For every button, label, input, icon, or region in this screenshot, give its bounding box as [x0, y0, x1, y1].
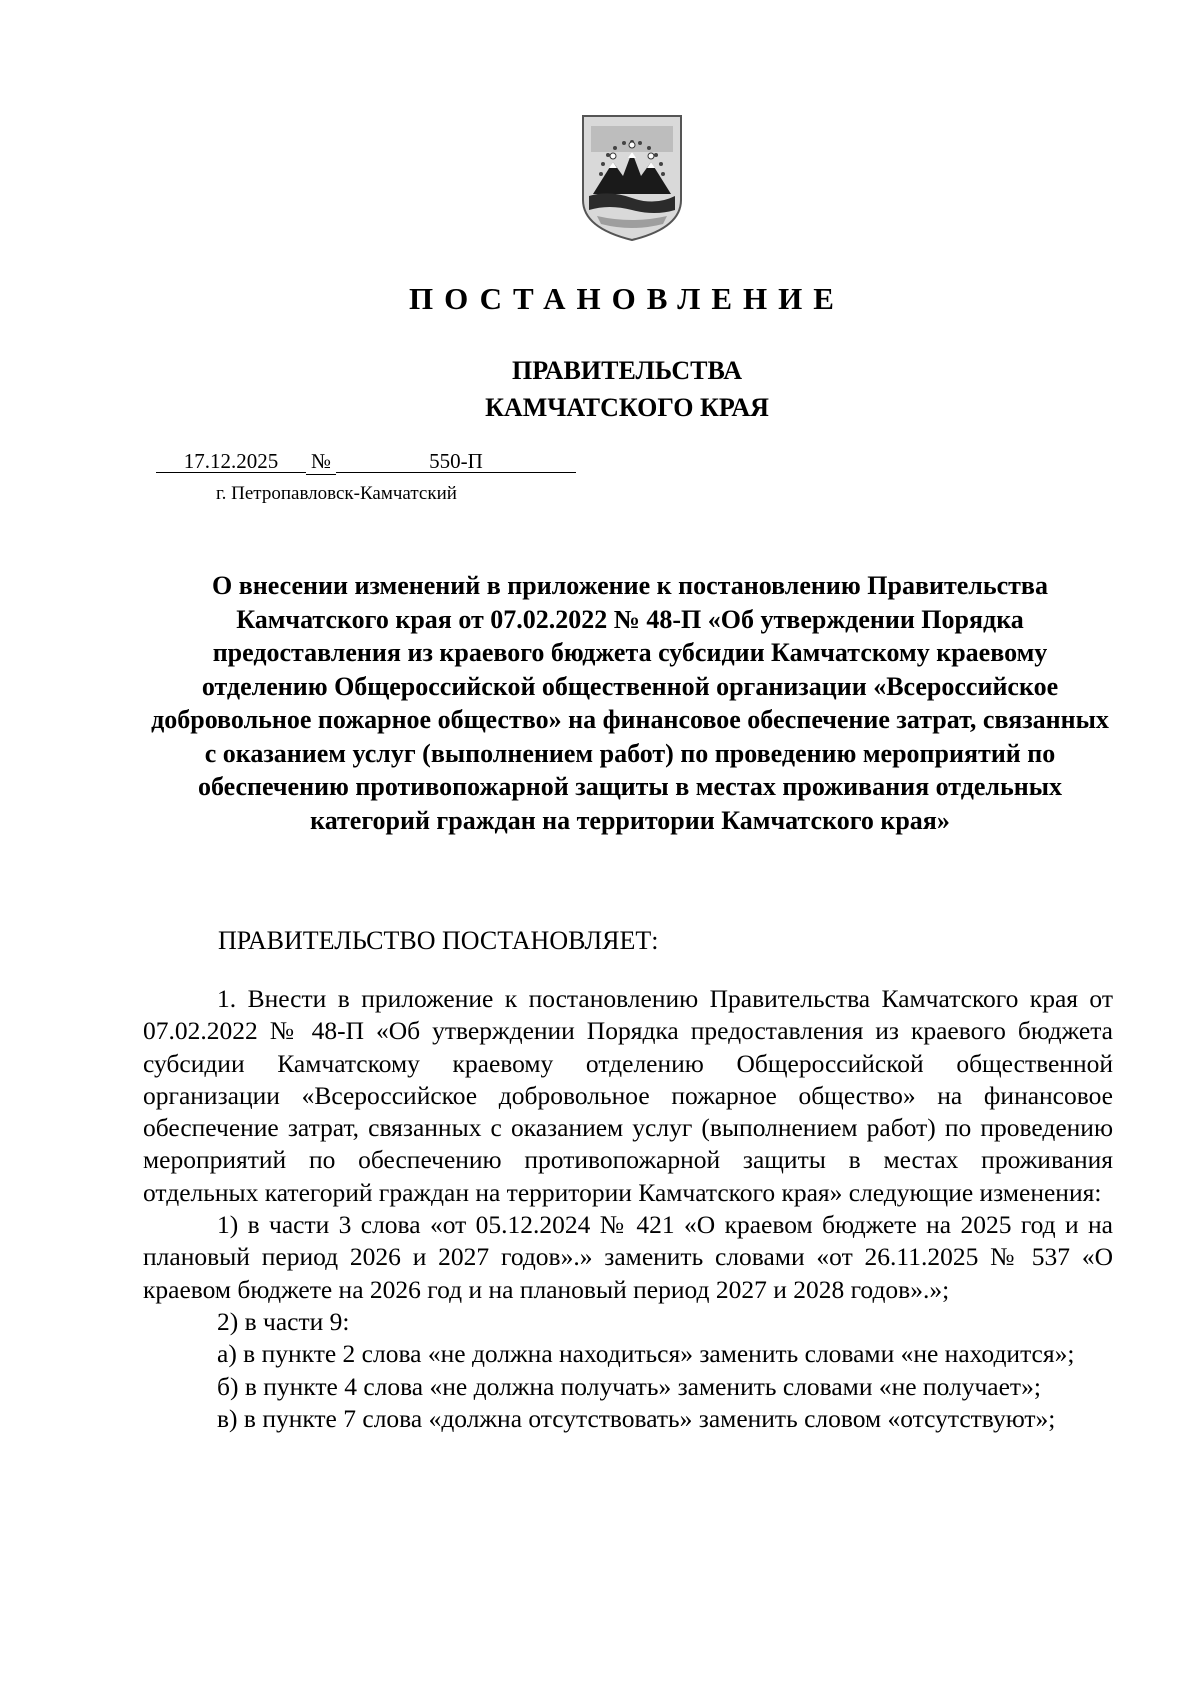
issuer-line-2: КАМЧАТСКОГО КРАЯ [485, 393, 769, 422]
paragraph-5: б) в пункте 4 слова «не должна получать» заменить словами «не получает»; [217, 1371, 1041, 1401]
document-body [143, 983, 1113, 1435]
paragraph-3: 2) в части 9: [217, 1306, 350, 1336]
date-number-line [156, 449, 576, 475]
paragraph-4: а) в пункте 2 слова «не должна находиться» заменить словами «не находится»; [217, 1339, 1075, 1369]
document-number: 550-П [336, 450, 576, 473]
document-title: О внесении изменений в приложение к постановлению Правительства Камчатского края от 07.02.2022 № 48-П «Об утверждении Порядка предоставления из краевого бюджета субсидии Камчатскому краевому отделению Общероссийской общественной организации «Всероссийское добровольное пожарное общество» на финансовое обеспечение затрат, связанных с оказанием услуг (выполнением работ) по проведению мероприятий по обеспечению противопожарной защиты в местах проживания отдельных категорий граждан на территории Камчатского края» [151, 571, 1109, 835]
document-date: 17.12.2025 [156, 450, 306, 473]
coat-of-arms-icon [579, 112, 685, 244]
issuer-heading [0, 352, 1200, 426]
document-type-heading: ПОСТАНОВЛЕНИЕ [409, 281, 845, 316]
issuer-line-1: ПРАВИТЕЛЬСТВА [512, 356, 742, 385]
paragraph-1: 1. Внести в приложение к постановлению Правительства Камчатского края от 07.02.2022 № 48-П «Об утверждении Порядка предоставления из краевого бюджета субсидии Камчатскому краевому отделению Общероссийской общественной организации «Всероссийское добровольное пожарное общество» на финансовое обеспечение затрат, связанных с оказанием услуг (выполнением работ) по проведению мероприятий по обеспечению противопожарной защиты в местах проживания отдельных категорий граждан на территории Камчатского края» следующие изменения: [143, 984, 1113, 1207]
paragraph-6: в) в пункте 7 слова «должна отсутствовать» заменить словом «отсутствуют»; [217, 1403, 1056, 1433]
number-sign: № [306, 449, 336, 475]
city-name: г. Петропавловск-Камчатский [216, 483, 457, 504]
decree-phrase: ПРАВИТЕЛЬСТВО ПОСТАНОВЛЯЕТ: [218, 926, 659, 955]
paragraph-2: 1) в части 3 слова «от 05.12.2024 № 421 «О краевом бюджете на 2025 год и на плановый период 2026 и 2027 годов».» заменить словами «от 26.11.2025 № 537 «О краевом бюджете на 2026 год и на плановый период 2027 и 2028 годов».»; [143, 1210, 1113, 1304]
